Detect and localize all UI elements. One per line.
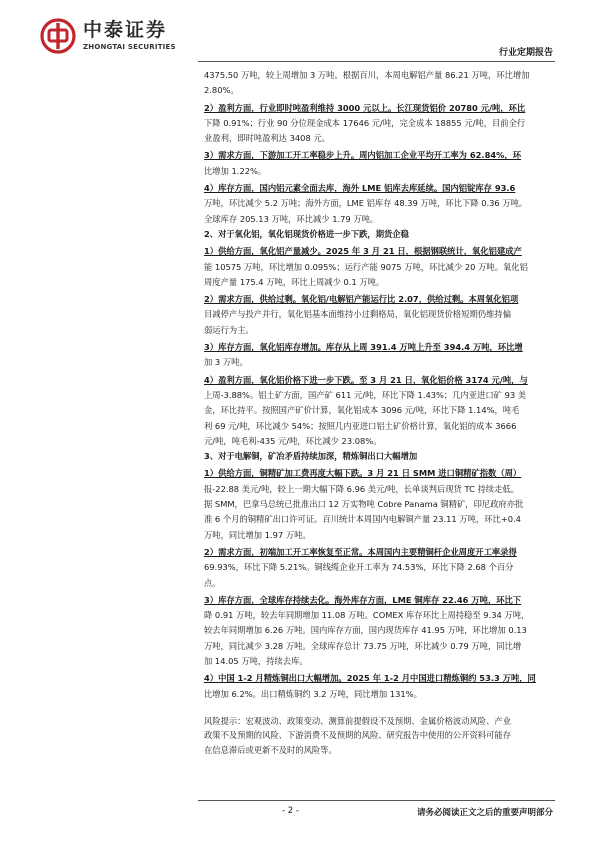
body-line: 目减停产与投产并行，氧化铝基本面维持小过剩格局，氧化铝现货价格短期仍维持偏: [204, 309, 511, 320]
report-body: [204, 68, 579, 757]
footer-disclaimer: 请务必阅读正文之后的重要声明部分: [416, 808, 553, 818]
body-line: 69.93%，环比下降 5.21%。铜线缆企业开工率为 74.53%，环比下降 2.68 个百分: [204, 562, 514, 573]
copper-inventory-para: 3）库存方面，全球库存持续去化。海外库存方面，LME 铜库存 22.46 万吨，环比下: [204, 594, 522, 605]
alumina-demand-para: 2）需求方面，供给过剩。氧化铝/电解铝产能运行比 2.07，供给过剩。本周氧化铝项: [204, 294, 519, 305]
aluminum-profit-para: 2）盈利方面，行业即时吨盈利维持 3000 元以上。长江现货铝价 20780 元/吨，环比: [204, 102, 526, 113]
body-line: 加 3 万吨。: [204, 357, 248, 368]
body-line: 报-22.88 美元/吨，较上一期大幅下降 6.96 美元/吨，长单谈判后现货 TC 持续走低。: [204, 483, 519, 494]
logo-english-name: ZHONGTAI SECURITIES: [83, 43, 176, 51]
header-divider: [198, 61, 555, 62]
body-line: 比增加 6.2%。出口精炼铜约 3.2 万吨，同比增加 131%。: [204, 688, 422, 699]
page-number: - 2 -: [282, 806, 299, 816]
body-line: 4375.50 万吨，较上周增加 3 万吨。根据百川，本周电解铝产量 86.21 万吨，环比增加: [204, 70, 530, 80]
body-line: 比增加 1.22%。: [204, 165, 267, 176]
body-line: 利 69 元/吨，环比减少 54%；按照几内亚进口铝土矿价格计算，氧化铝的成本 3666: [204, 420, 517, 431]
report-type-label: 行业定期报告: [498, 48, 553, 58]
body-line: 周度产量 175.4 万吨，环比上周减少 0.1 万吨。: [204, 276, 385, 287]
body-line: 万吨，同比减少 3.28 万吨。全球库存总计 73.75 万吨，环比减少 0.79 万吨，同比增: [204, 640, 522, 651]
body-line: 较去年同期增加 6.26 万吨。国内库存方面，国内现货库存 41.95 万吨，环比增加 0.13: [204, 625, 527, 636]
company-logo: [40, 18, 176, 54]
body-line: 万吨，环比减少 5.2 万吨；海外方面，LME 铝库存 48.39 万吨，环比下降 0.36 万吨。: [204, 198, 528, 209]
body-line: 点。: [204, 577, 221, 588]
risk-line: 政策不及预期的风险、下游消费不及预期的风险、研究报告中使用的公开资料可能存: [204, 730, 511, 741]
copper-demand-para: 2）需求方面，初端加工开工率恢复至正常。本周国内主要精铜杆企业周度开工率录得: [204, 546, 517, 557]
risk-line: 在信息滞后或更新不及时的风险等。: [204, 744, 337, 755]
body-line: 万吨，同比增加 1.97 万吨。: [204, 529, 311, 540]
risk-line: 风险提示：宏观波动、政策变动、测算前提假设不及预期、金属价格波动风险、产业: [204, 715, 511, 726]
body-line: 据 SMM，巴拿马总统已批准出口 12 万实物吨 Cobre Panama 铜精矿，印尼政府亦批: [204, 499, 524, 510]
aluminum-demand-para: 3）需求方面，下游加工开工率稳步上升。周内铝加工企业平均开工率为 62.84%，环: [204, 150, 522, 161]
section-heading-copper: 3、对于电解铜，矿冶矛盾持续加深，精炼铜出口大幅增加: [204, 451, 418, 462]
body-line: 降 0.91 万吨，较去年同期增加 11.08 万吨。COMEX 库存环比上周持稳至 9.34 万吨，: [204, 610, 530, 621]
body-line: 上周-3.88%。铝土矿方面，国产矿 611 元/吨，环比下降 1.43%；几内亚进口矿 93 美: [204, 389, 527, 400]
body-line: 加 14.05 万吨，持续去库。: [204, 655, 308, 666]
copper-export-para: 4）中国 1-2 月精炼铜出口大幅增加。2025 年 1-2 月中国进口精炼铜约 53.3 万吨，同: [204, 673, 536, 684]
body-line: 元/吨，吨毛利-435 元/吨，环比减少 23.08%。: [204, 435, 382, 446]
section-heading-alumina: 2、对于氧化铝，氧化铝现货价格进一步下跌，期货企稳: [204, 228, 409, 239]
alumina-supply-para: 1）供给方面，氧化铝产量减少。2025 年 3 月 21 日，根据钢联统计，氧化铝建成产: [204, 246, 522, 257]
body-line: 下降 0.91%；行业 90 分位现金成本 17646 元/吨，完全成本 18855 元/吨，目前全行: [204, 117, 526, 128]
footer-divider: [198, 800, 555, 801]
alumina-inventory-para: 3）库存方面，氧化铝库存增加。库存从上周 391.4 万吨上升至 394.4 万吨，环比增: [204, 342, 523, 353]
alumina-profit-para: 4）盈利方面，氧化铝价格下进一步下跌。至 3 月 21 日，氧化铝价格 3174 元/吨，与: [204, 374, 528, 385]
copper-supply-para: 1）供给方面，铜精矿加工费再度大幅下跌。3 月 21 日 SMM 进口铜精矿指数（周）: [204, 468, 522, 479]
body-line: 全球库存 205.13 万吨，环比减少 1.79 万吨。: [204, 213, 379, 224]
risk-warning: [204, 714, 579, 758]
body-line: 金，环比持平。按照国产矿价计算，氧化铝成本 3096 元/吨，环比下降 1.14%，吨毛: [204, 405, 520, 416]
body-line: 弱运行为主。: [204, 324, 254, 335]
logo-chinese-name: 中泰证券: [83, 19, 168, 41]
body-line: 能 10575 万吨，环比增加 0.095%；运行产能 9075 万吨，环比减少 20 万吨。氧化铝: [204, 261, 528, 272]
aluminum-inventory-para: 4）库存方面，国内铝元素全面去库，海外 LME 铝库去库延续。国内铝锭库存 93.6: [204, 183, 516, 194]
body-line: 业盈利，即时吨盈利达 3408 元。: [204, 133, 330, 144]
zhongtai-logo-icon: [40, 18, 76, 54]
body-line: 准 6 个月的铜精矿出口许可证。百川统计本周国内电解铜产量 23.11 万吨，环比+0.4: [204, 514, 521, 525]
body-line: 2.80%。: [204, 85, 239, 96]
page-header: [0, 0, 595, 64]
